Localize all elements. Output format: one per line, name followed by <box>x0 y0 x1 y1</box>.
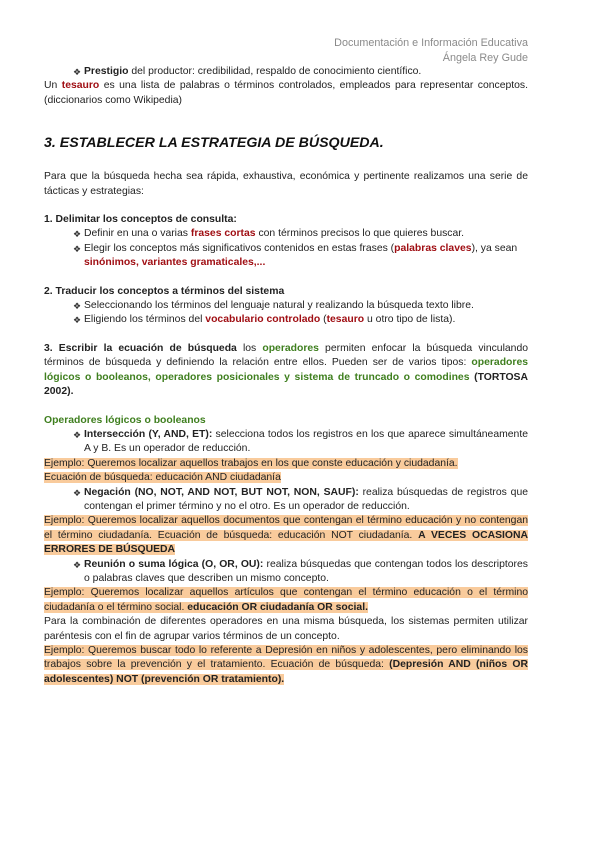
bullet-prestigio: ❖ Prestigio del productor: credibilidad, respaldo de conocimiento científico. <box>44 65 528 79</box>
example-or: Ejemplo: Queremos localizar aquellos artículos que contengan el término educación o el término ciudadanía o el término social. educación OR ciudadanía OR social. <box>44 587 528 613</box>
combination-paragraph: Para la combinación de diferentes operadores en una misma búsqueda, los sistemas permiten utilizar paréntesis con el fin de agrupar varios términos de un concepto. <box>44 616 528 642</box>
step2-bullet-1: ❖ Seleccionando los términos del lenguaje natural y realizando la búsqueda texto libre. <box>44 299 528 313</box>
bullet-not: ❖ Negación (NO, NOT, AND NOT, BUT NOT, NON, SAUF): realiza búsquedas de registros que contengan el primer término y no el otro. Es un operador de reducción. <box>73 486 528 512</box>
example-combined: Ejemplo: Queremos buscar todo lo referente a Depresión en niños y adolescentes, pero eliminando los trabajos sobre la prevención y el tratamiento. Ecuación de búsqueda: (Depresión AND (niños OR adolescentes) NOT (prevención OR tratamiento). <box>44 645 528 685</box>
diamond-bullet-icon: ❖ <box>73 487 82 498</box>
bullet-and: ❖ Intersección (Y, AND, ET): selecciona todos los registros en los que aparece simultáneamente A y B. Es un operador de reducción. <box>73 428 528 455</box>
step2-bullet-2: ❖ Eligiendo los términos del vocabulario controlado (tesauro u otro tipo de lista). <box>44 313 528 327</box>
header-author: Ángela Rey Gude <box>442 52 528 64</box>
logical-operators-heading: Operadores lógicos o booleanos <box>44 414 206 426</box>
example-not: Ejemplo: Queremos localizar aquellos documentos que contengan el término educación y no contengan el término ciudadanía. Ecuación de búsqueda: educación NOT ciudadanía. A VECES OCASIONA ERRORES DE BÚSQUEDA <box>44 515 528 556</box>
tesauro-definition: Un tesauro es una lista de palabras o términos controlados, empleados para representar conceptos. (diccionarios como Wikipedia) <box>44 80 529 106</box>
step1-bullet-2: ❖ Elegir los conceptos más significativos contenidos en estas frases (palabras claves), ya sean sinónimos, variantes gramaticales,... <box>73 242 518 269</box>
section-intro: Para que la búsqueda hecha sea rápida, exhaustiva, económica y pertinente realizamos una serie de tácticas y estrategias: <box>44 171 528 197</box>
step2-heading: 2. Traducir los conceptos a términos del sistema <box>44 285 285 297</box>
diamond-bullet-icon: ❖ <box>73 301 82 312</box>
bullet-or: ❖ Reunión o suma lógica (O, OR, OU): realiza búsquedas que contengan todos los descriptores o palabras claves que describen un mismo concepto. <box>73 558 528 584</box>
diamond-bullet-icon: ❖ <box>73 243 82 254</box>
step3-paragraph: 3. Escribir la ecuación de búsqueda los operadores permiten enfocar la búsqueda vinculando términos de búsqueda y definiendo la relación entre ellos. Pueden ser de varios tipos: operadores lógicos o booleanos, operadores posicionales y sistema de truncado o comodines (TORTOSA 2002). <box>44 342 528 398</box>
diamond-bullet-icon: ❖ <box>73 559 82 570</box>
example-and: Ejemplo: Queremos localizar aquellos trabajos en los que conste educación y ciudadanía. Ecuación de búsqueda: educación AND ciudadanía <box>44 457 458 484</box>
step1-heading: 1. Delimitar los conceptos de consulta: <box>44 214 237 226</box>
diamond-bullet-icon: ❖ <box>73 315 82 326</box>
document-body <box>44 65 528 687</box>
page-header <box>334 36 528 66</box>
diamond-bullet-icon: ❖ <box>73 67 82 77</box>
header-course: Documentación e Información Educativa <box>334 37 528 49</box>
diamond-bullet-icon: ❖ <box>73 429 82 440</box>
step1-bullet-1: ❖ Definir en una o varias frases cortas con términos precisos lo que quieres buscar. <box>44 227 528 241</box>
section-title: 3. ESTABLECER LA ESTRATEGIA DE BÚSQUEDA. <box>44 135 384 152</box>
diamond-bullet-icon: ❖ <box>73 229 82 240</box>
